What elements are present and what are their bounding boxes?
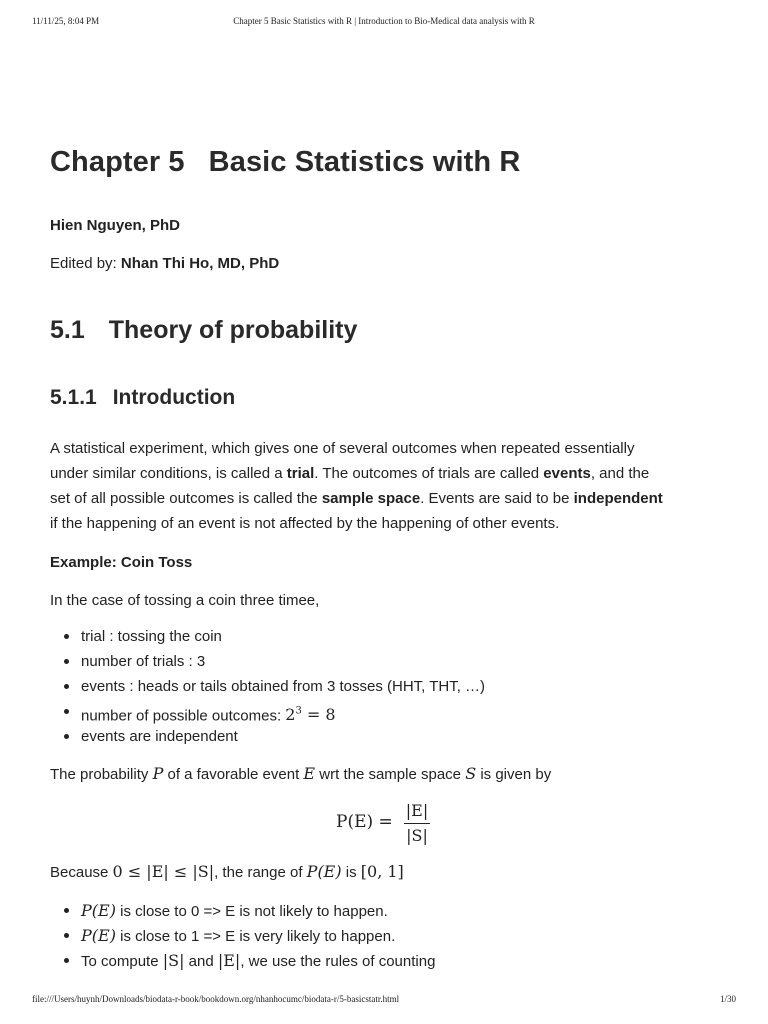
example-list [50,624,718,749]
example-heading: Example: Coin Toss [50,554,193,571]
term-events: events [543,465,591,482]
subsection-number: 5.1.1 [50,386,97,409]
formula-lhs: P(E) = [336,812,393,832]
section-title: Theory of probability [108,316,358,344]
example-lead: In the case of tossing a coin three timee, [50,592,320,609]
range-sentence: Because 0 ≤ |E| ≤ |S|, the range of P(E) is [0, 1] [50,862,404,881]
probability-notes-list [50,898,718,973]
print-file-path: file:///Users/huynh/Downloads/biodata-r-book/bookdown.org/nhanhocumc/biodata-r/5-basicstatr.html [32,994,400,1004]
author-line [50,217,180,234]
list-item: P(E) is close to 0 => E is not likely to happen. [50,898,718,923]
term-independent: independent [573,490,663,507]
subsection-heading [50,386,235,410]
list-item: To compute |S| and |E|, we use the rules of counting [50,948,718,973]
print-footer [32,994,736,1008]
chapter-title [50,146,520,179]
section-heading [50,316,357,345]
print-header [32,16,736,30]
list-item: events : heads or tails obtained from 3 tosses (HHT, THT, …) [50,674,718,699]
section-number: 5.1 [50,316,85,344]
chapter-number: Chapter 5 [50,146,185,178]
probability-formula [50,800,718,848]
intro-paragraph [50,436,718,536]
edited-label: Edited by: [50,255,117,272]
author-name: Hien Nguyen, PhD [50,217,181,234]
list-item: events are independent [50,724,718,749]
list-item: number of trials : 3 [50,649,718,674]
intro-line-3: set of all possible outcomes is called the sample space. Events are said to be independent [50,490,663,507]
list-item: P(E) is close to 1 => E is very likely to happen. [50,923,718,948]
print-datetime: 11/11/25, 8:04 PM [32,16,100,26]
print-page-title: Chapter 5 Basic Statistics with R | Introduction to Bio-Medical data analysis with R [233,16,535,26]
intro-line-4: if the happening of an event is not affected by the happening of other events. [50,515,560,532]
formula-denominator: |S| [406,826,428,845]
term-trial: trial [286,465,315,482]
term-sample-space: sample space [321,490,421,507]
range-interval: [0, 1] [360,862,404,881]
formula-fraction [404,800,430,847]
probability-sentence: The probability P of a favorable event E wrt the sample space S is given by [50,764,552,783]
list-item: number of possible outcomes: $2^3 = 8$ [50,699,718,724]
edited-line [50,255,279,272]
intro-line-2: under similar conditions, is called a trial. The outcomes of trials are called events, and the [50,465,650,482]
range-inequality: 0 ≤ |E| ≤ |S| [112,862,215,881]
editor-name: Nhan Thi Ho, MD, PhD [120,255,280,272]
formula-numerator: |E| [405,801,429,820]
subsection-title: Introduction [112,386,236,409]
chapter-name: Basic Statistics with R [208,146,521,178]
outcomes-formula: $2^3 = 8$ [285,705,336,725]
list-item: trial : tossing the coin [50,624,718,649]
intro-line-1: A statistical experiment, which gives one of several outcomes when repeated essentially [50,440,635,457]
print-page-number: 1/30 [719,994,736,1004]
